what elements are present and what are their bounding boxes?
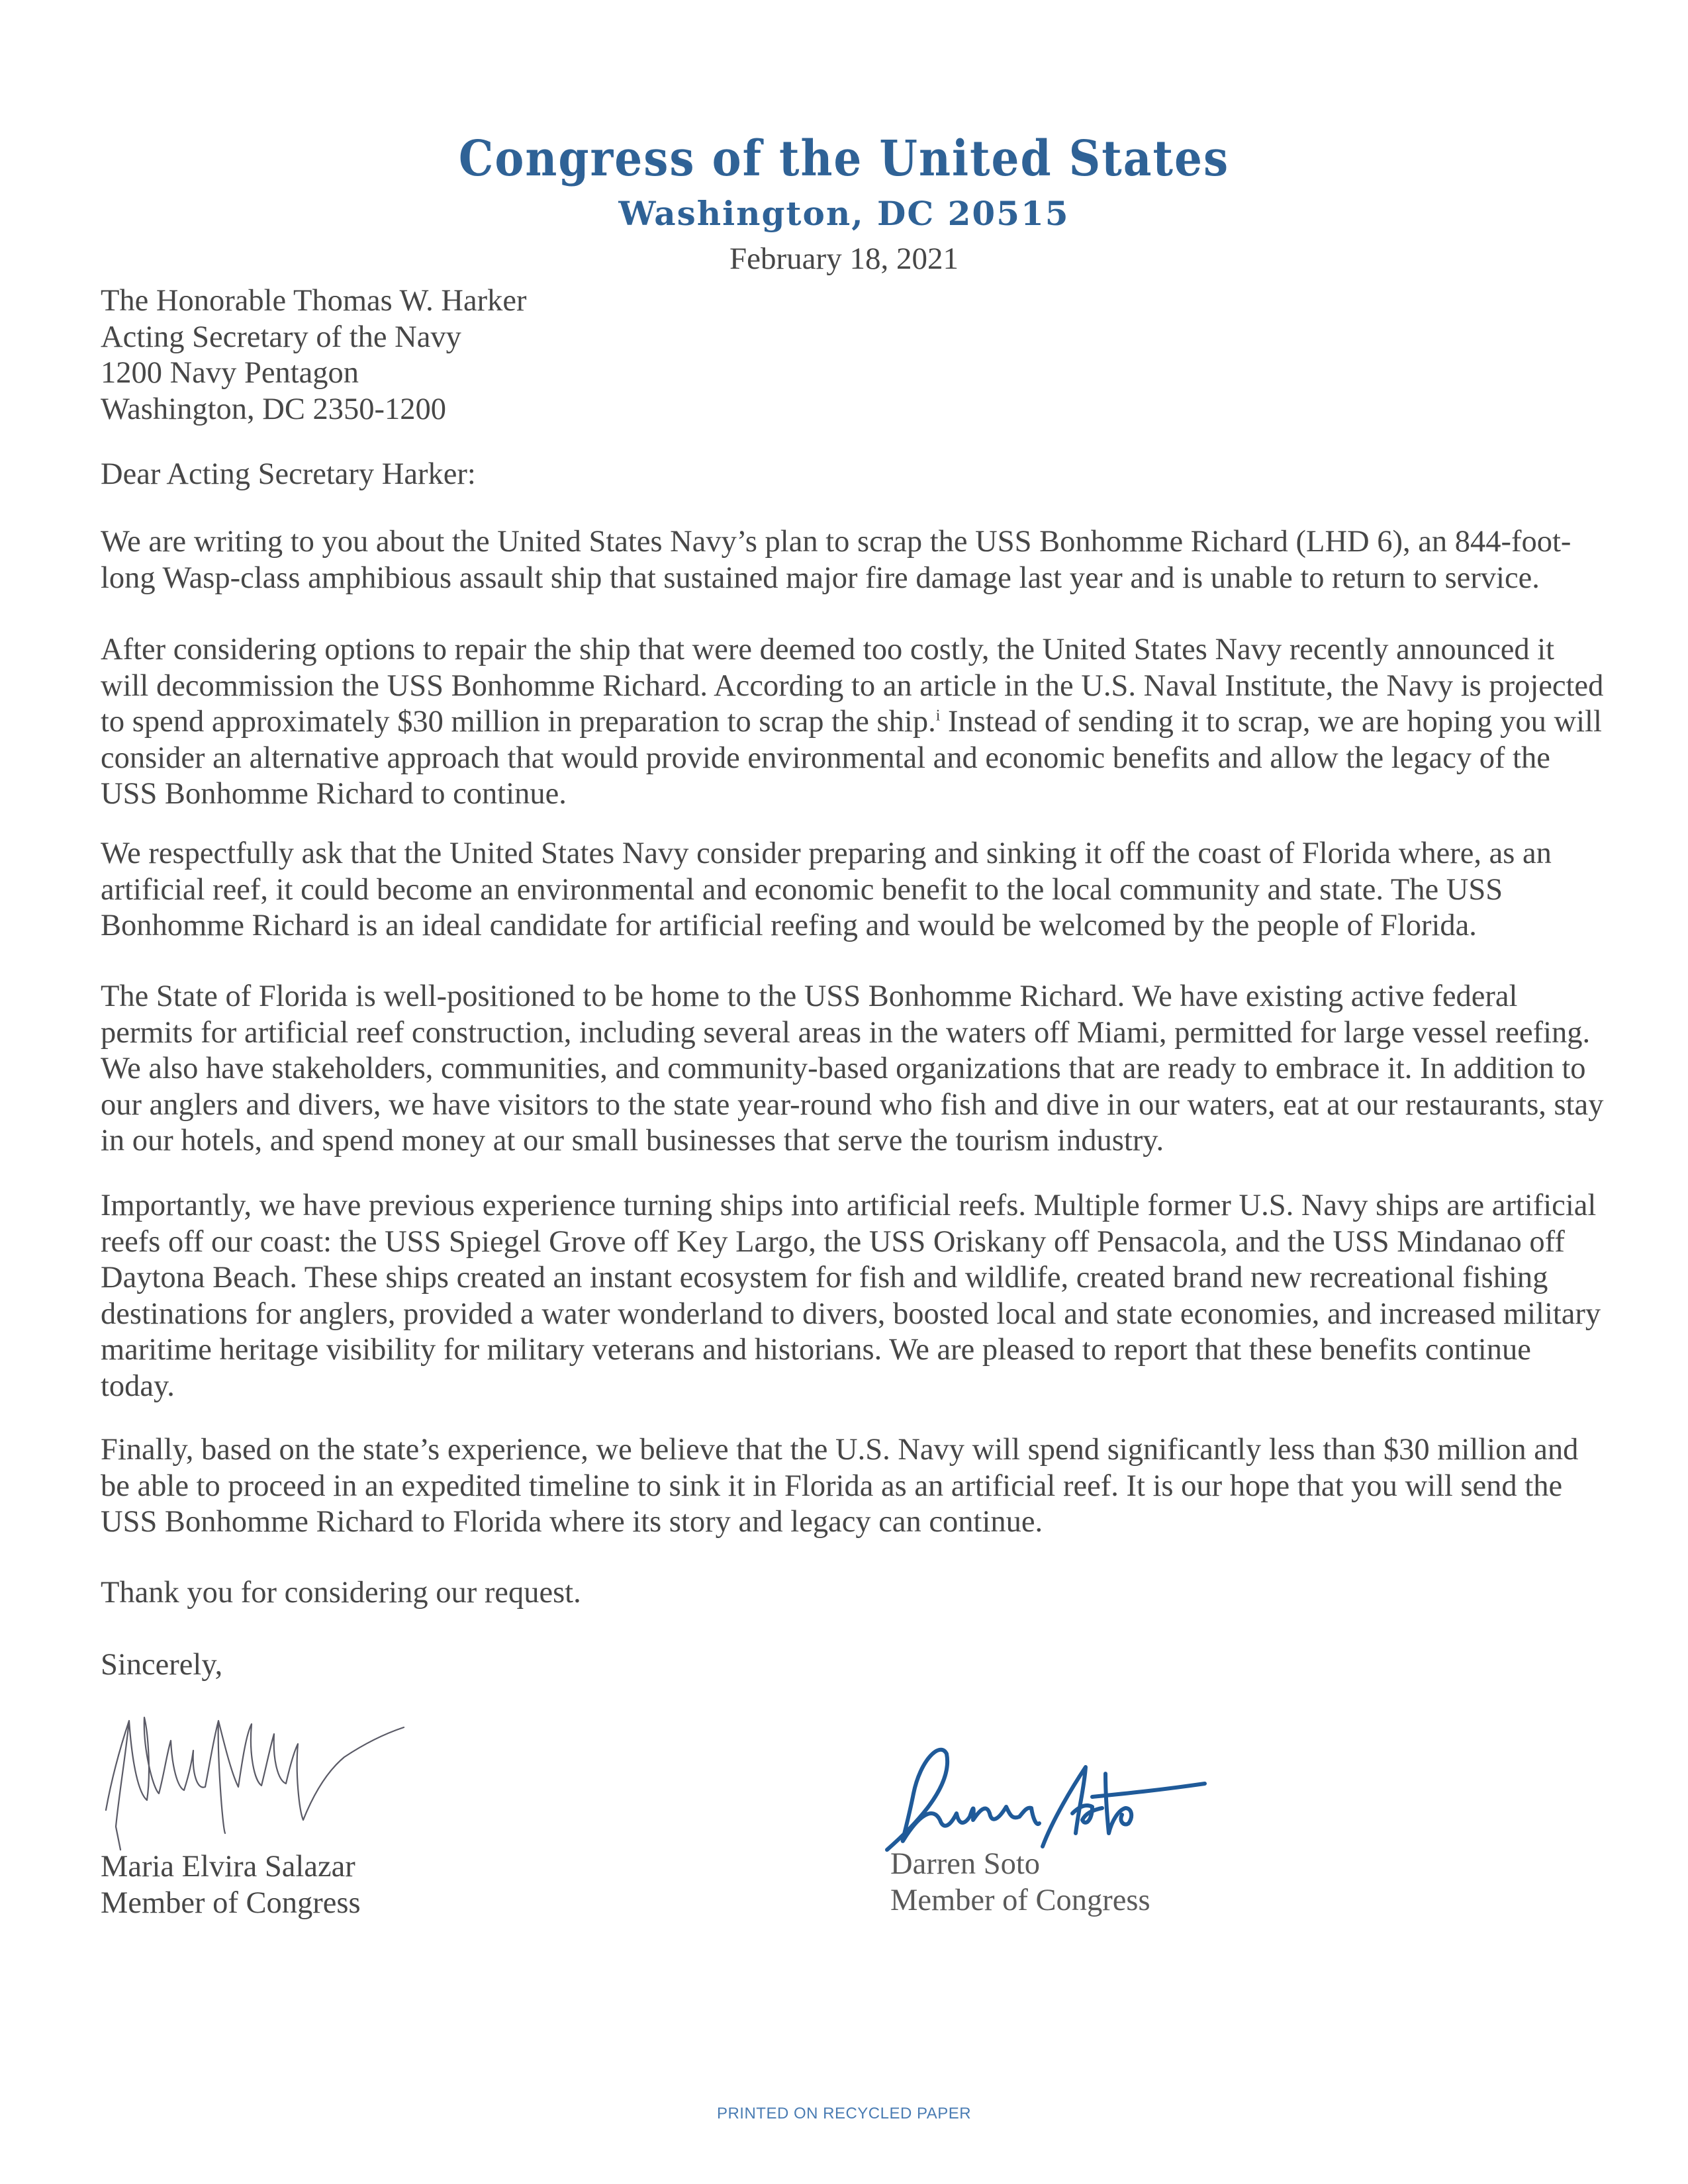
paragraph-line-part: to spend approximately $30 million in preparation to scrap the ship. bbox=[101, 705, 936, 739]
paragraph-line: reefs off our coast: the USS Spiegel Grove off Key Largo, the USS Oriskany off Pensacola, and the USS Mindanao off bbox=[101, 1224, 1565, 1259]
signatory-name: Maria Elvira Salazar bbox=[101, 1850, 355, 1884]
paragraph-4 bbox=[101, 979, 1604, 1160]
recipient-city: Washington, DC 2350-1200 bbox=[101, 392, 446, 426]
paragraph-line-part: Instead of sending it to scrap, we are hoping you will bbox=[948, 705, 1602, 739]
paragraph-line: consider an alternative approach that would provide environmental and economic benefits and allow the legacy of the bbox=[101, 741, 1550, 775]
recipient-title: Acting Secretary of the Navy bbox=[101, 320, 461, 354]
paragraph-line: maritime heritage visibility for military veterans and historians. We are pleased to report that these benefits continue bbox=[101, 1333, 1531, 1367]
signatory-name: Darren Soto bbox=[890, 1847, 1040, 1881]
paragraph-line: permits for artificial reef construction, including several areas in the waters off Miami, permitted for large vessel reefing. bbox=[101, 1015, 1591, 1050]
paragraph-line: in our hotels, and spend money at our small businesses that serve the tourism industry. bbox=[101, 1124, 1164, 1158]
letterhead-city: Washington, DC 20515 bbox=[618, 194, 1070, 233]
paragraph-line: USS Bonhomme Richard to Florida where its story and legacy can continue. bbox=[101, 1505, 1043, 1539]
recipient-name: The Honorable Thomas W. Harker bbox=[101, 284, 527, 318]
paragraph-line: destinations for anglers, provided a water wonderland to divers, boosted local and state economies, and increased military bbox=[101, 1297, 1601, 1331]
salutation: Dear Acting Secretary Harker: bbox=[101, 457, 476, 491]
signatory-salazar bbox=[101, 1849, 361, 1921]
paragraph-line: our anglers and divers, we have visitors to the state year-round who fish and dive in our waters, eat at our restaurants, stay bbox=[101, 1087, 1604, 1122]
paragraph-line: We also have stakeholders, communities, and community-based organizations that are ready to embrace it. In addition to bbox=[101, 1052, 1586, 1085]
paragraph-line: today. bbox=[101, 1369, 175, 1403]
paragraph-line-with-footnote bbox=[101, 704, 1602, 741]
paragraph-line: Importantly, we have previous experience turning ships into artificial reefs. Multiple former U.S. Navy ships are artificial bbox=[101, 1189, 1597, 1222]
paragraph-line: We are writing to you about the United States Navy’s plan to scrap the USS Bonhomme Richard (LHD 6), an 844-foot- bbox=[101, 525, 1571, 559]
paragraph-1 bbox=[101, 524, 1571, 596]
paragraph-line: We respectfully ask that the United States Navy consider preparing and sinking it off the coast of Florida where, as an bbox=[101, 837, 1552, 870]
paragraph-3 bbox=[101, 836, 1552, 944]
letterhead-title: Congress of the United States bbox=[458, 129, 1230, 187]
valediction: Sincerely, bbox=[101, 1648, 223, 1682]
paragraph-line: Bonhomme Richard is an ideal candidate for artificial reefing and would be welcomed by the people of Florida. bbox=[101, 909, 1477, 942]
recipient-street: 1200 Navy Pentagon bbox=[101, 356, 359, 390]
paragraph-2 bbox=[101, 632, 1604, 813]
paragraph-line: will decommission the USS Bonhomme Richard. According to an article in the U.S. Naval Institute, the Navy is projected bbox=[101, 668, 1604, 703]
recycled-paper-notice: PRINTED ON RECYCLED PAPER bbox=[716, 2105, 972, 2122]
signatory-title: Member of Congress bbox=[101, 1886, 361, 1920]
letter-date: February 18, 2021 bbox=[729, 242, 959, 276]
recipient-address bbox=[101, 283, 1530, 428]
signatory-soto bbox=[890, 1846, 1150, 1919]
paragraph-line: long Wasp-class amphibious assault ship that sustained major fire damage last year and is unable to return to service. bbox=[101, 561, 1540, 595]
paragraph-line: be able to proceed in an expedited timeline to sink it in Florida as an artificial reef. It is our hope that you will send the bbox=[101, 1469, 1563, 1503]
footnote-marker: i bbox=[935, 707, 941, 725]
paragraph-line: USS Bonhomme Richard to continue. bbox=[101, 777, 567, 811]
paragraph-line: artificial reef, it could become an environmental and economic benefit to the local community and state. The USS bbox=[101, 872, 1503, 907]
paragraph-line: Finally, based on the state’s experience, we believe that the U.S. Navy will spend significantly less than $30 million and bbox=[101, 1433, 1579, 1467]
signature-stroke bbox=[887, 1750, 1205, 1850]
paragraph-5 bbox=[101, 1188, 1601, 1404]
paragraph-6 bbox=[101, 1432, 1579, 1541]
closing-thanks: Thank you for considering our request. bbox=[101, 1576, 581, 1610]
paragraph-line: After considering options to repair the ship that were deemed too costly, the United States Navy recently announced it bbox=[101, 633, 1555, 666]
signature-salazar bbox=[93, 1694, 410, 1853]
paragraph-line: Daytona Beach. These ships created an instant ecosystem for fish and wildlife, created brand new recreational fishing bbox=[101, 1261, 1548, 1295]
signatory-title: Member of Congress bbox=[890, 1883, 1150, 1917]
signature-stroke bbox=[106, 1717, 404, 1850]
paragraph-line: The State of Florida is well-positioned to be home to the USS Bonhomme Richard. We have existing active federal bbox=[101, 979, 1518, 1013]
